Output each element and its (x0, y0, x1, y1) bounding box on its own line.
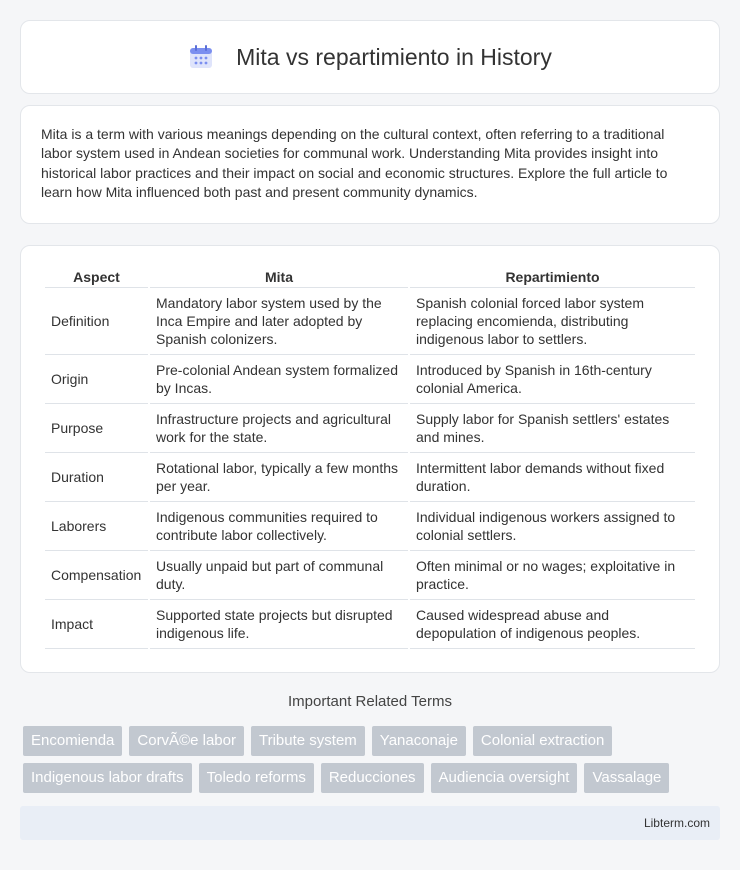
header-aspect: Aspect (45, 266, 148, 288)
cell-aspect: Laborers (45, 502, 148, 551)
cell-mita: Indigenous communities required to contribute labor collectively. (150, 502, 408, 551)
tag-tribute-system[interactable]: Tribute system (251, 726, 365, 756)
header-repartimiento: Repartimiento (410, 266, 695, 288)
tag-toledo-reforms[interactable]: Toledo reforms (199, 763, 314, 793)
intro-text: Mita is a term with various meanings depending on the cultural context, often referring to a traditional labor system used in Andean societies for communal work. Understanding Mita provides insight into historical labor practices and their impact on social and economic structures. Explore the full article to learn how Mita influenced both past and present community dynamics. (41, 126, 668, 201)
tag-colonial-extraction[interactable]: Colonial extraction (473, 726, 612, 756)
cell-aspect: Duration (45, 453, 148, 502)
cell-aspect: Compensation (45, 551, 148, 600)
calendar-icon (188, 44, 214, 70)
table-row (45, 288, 695, 355)
cell-mita: Infrastructure projects and agricultural work for the state. (150, 404, 408, 453)
tag-yanaconaje[interactable]: Yanaconaje (372, 726, 466, 756)
table-row (45, 453, 695, 502)
tag-corvee-labor[interactable]: CorvÃ©e labor (129, 726, 244, 756)
tag-row (23, 726, 723, 756)
cell-aspect: Purpose (45, 404, 148, 453)
tag-row (23, 763, 723, 793)
table-row (45, 600, 695, 649)
table-row (45, 404, 695, 453)
intro-section (20, 105, 720, 224)
page-title: Mita vs repartimiento in History (236, 43, 552, 70)
tag-vassalage[interactable]: Vassalage (584, 763, 669, 793)
comparison-table (43, 266, 697, 649)
page-header (20, 20, 720, 94)
tag-encomienda[interactable]: Encomienda (23, 726, 122, 756)
cell-mita: Mandatory labor system used by the Inca Empire and later adopted by Spanish colonizers. (150, 288, 408, 355)
related-terms-list (23, 726, 723, 800)
comparison-table-card (20, 245, 720, 673)
cell-repartimiento: Introduced by Spanish in 16th-century colonial America. (410, 355, 695, 404)
cell-mita: Rotational labor, typically a few months per year. (150, 453, 408, 502)
header-mita: Mita (150, 266, 408, 288)
tag-indigenous-labor-drafts[interactable]: Indigenous labor drafts (23, 763, 192, 793)
footer (20, 806, 720, 840)
cell-repartimiento: Intermittent labor demands without fixed duration. (410, 453, 695, 502)
tag-reducciones[interactable]: Reducciones (321, 763, 424, 793)
cell-aspect: Definition (45, 288, 148, 355)
tag-audiencia-oversight[interactable]: Audiencia oversight (431, 763, 578, 793)
cell-repartimiento: Individual indigenous workers assigned to colonial settlers. (410, 502, 695, 551)
cell-aspect: Impact (45, 600, 148, 649)
table-row (45, 355, 695, 404)
cell-mita: Pre-colonial Andean system formalized by Incas. (150, 355, 408, 404)
table-row (45, 502, 695, 551)
related-terms-title: Important Related Terms (288, 693, 452, 710)
cell-repartimiento: Spanish colonial forced labor system replacing encomienda, distributing indigenous labor to settlers. (410, 288, 695, 355)
cell-aspect: Origin (45, 355, 148, 404)
cell-mita: Supported state projects but disrupted indigenous life. (150, 600, 408, 649)
footer-site-link[interactable]: Libterm.com (643, 816, 710, 830)
cell-repartimiento: Caused widespread abuse and depopulation of indigenous peoples. (410, 600, 695, 649)
cell-mita: Usually unpaid but part of communal duty. (150, 551, 408, 600)
cell-repartimiento: Supply labor for Spanish settlers' estates and mines. (410, 404, 695, 453)
table-header-row (45, 266, 695, 288)
table-row (45, 551, 695, 600)
cell-repartimiento: Often minimal or no wages; exploitative in practice. (410, 551, 695, 600)
